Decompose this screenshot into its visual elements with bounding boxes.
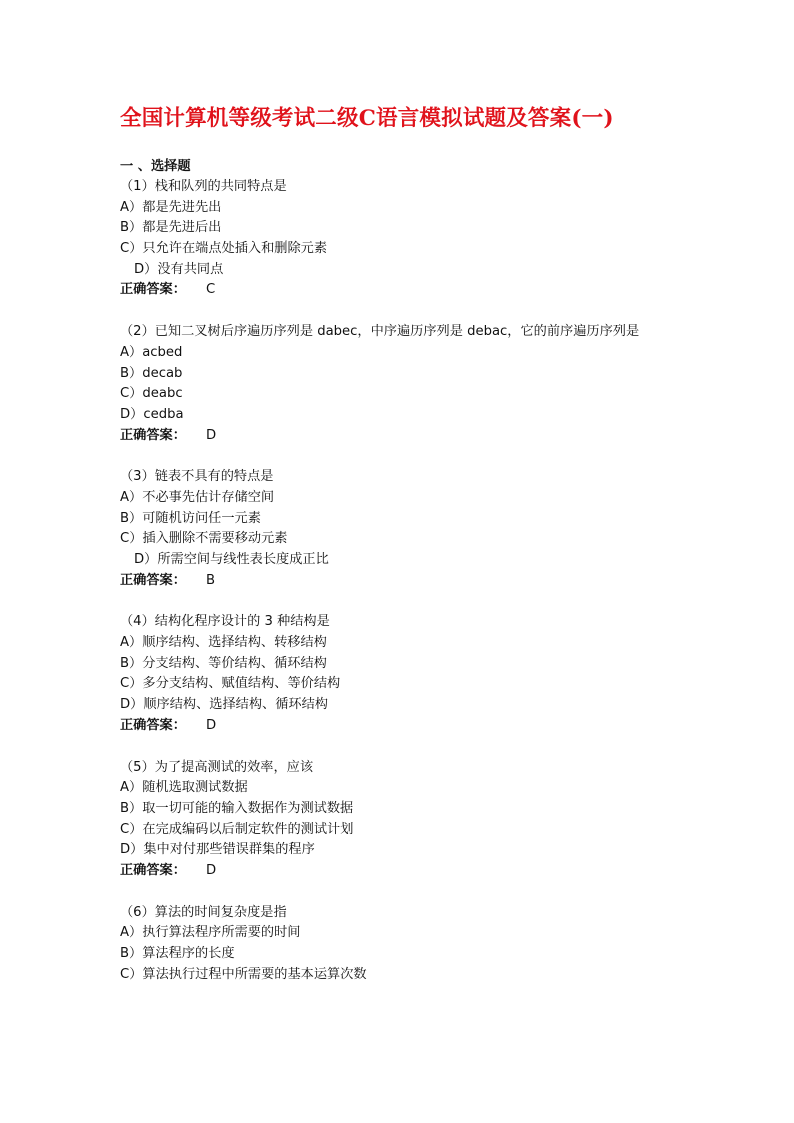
- answer-label: 正确答案：: [120, 572, 186, 588]
- option-c: C）插入删除不需要移动元素: [120, 531, 288, 547]
- option-b: B）decab: [120, 365, 183, 381]
- option-c: C）多分支结构、赋值结构、等价结构: [120, 676, 341, 692]
- question-block: [120, 177, 680, 301]
- option-b: B）都是先进后出: [120, 220, 222, 236]
- option-b: B）算法程序的长度: [120, 946, 235, 962]
- answer-line: [120, 571, 680, 592]
- answer-value: D: [205, 717, 217, 733]
- answer-line: [120, 280, 680, 301]
- option-d: D）所需空间与线性表长度成正比: [134, 552, 329, 568]
- section-heading: 一 、选择题: [120, 159, 191, 174]
- option-c: C）在完成编码以后制定软件的测试计划: [120, 821, 354, 837]
- option-a: A）执行算法程序所需要的时间: [120, 925, 301, 941]
- answer-label: 正确答案：: [120, 427, 186, 443]
- question-stem: （1）栈和队列的共同特点是: [120, 179, 287, 194]
- option-b: B）分支结构、等价结构、循环结构: [120, 655, 327, 671]
- answer-label: 正确答案：: [120, 862, 186, 878]
- option-b: B）可随机访问任一元素: [120, 510, 261, 526]
- option-b: B）取一切可能的输入数据作为测试数据: [120, 800, 354, 816]
- option-d: D）没有共同点: [134, 261, 224, 277]
- answer-line: [120, 426, 680, 447]
- question-stem: （6）算法的时间复杂度是指: [120, 904, 287, 920]
- answer-line: [120, 716, 680, 737]
- answer-line: [120, 861, 680, 882]
- option-d: D）顺序结构、选择结构、循环结构: [120, 697, 328, 713]
- answer-value: C: [205, 282, 216, 298]
- option-d: D）cedba: [120, 406, 184, 422]
- answer-value: D: [205, 862, 217, 878]
- question-block: [120, 612, 680, 736]
- question-block: [120, 467, 680, 591]
- question-stem: （2）已知二叉树后序遍历序列是 dabec，中序遍历序列是 debac，它的前序遍历序列是: [120, 324, 640, 340]
- answer-label: 正确答案：: [120, 717, 186, 733]
- option-a: A）随机选取测试数据: [120, 780, 248, 796]
- option-d: D）集中对付那些错误群集的程序: [120, 842, 315, 858]
- answer-value: D: [205, 427, 217, 443]
- option-a: A）acbed: [120, 344, 183, 360]
- document-title: 全国计算机等级考试二级C语言模拟试题及答案(一): [120, 106, 614, 131]
- answer-label: 正确答案：: [120, 282, 186, 298]
- option-a: A）不必事先估计存储空间: [120, 489, 275, 505]
- question-stem: （5）为了提高测试的效率，应该: [120, 759, 314, 775]
- question-stem: （4）结构化程序设计的 3 种结构是: [120, 614, 330, 630]
- option-a: A）顺序结构、选择结构、转移结构: [120, 635, 327, 651]
- answer-value: B: [205, 572, 215, 588]
- option-c: C）算法执行过程中所需要的基本运算次数: [120, 966, 367, 982]
- question-block: [120, 322, 680, 446]
- question-stem: （3）链表不具有的特点是: [120, 469, 274, 485]
- option-c: C）deabc: [120, 386, 183, 402]
- document-body: [120, 156, 680, 985]
- question-block: [120, 758, 680, 882]
- question-block: [120, 903, 680, 986]
- option-a: A）都是先进先出: [120, 199, 222, 215]
- option-c: C）只允许在端点处插入和删除元素: [120, 241, 328, 257]
